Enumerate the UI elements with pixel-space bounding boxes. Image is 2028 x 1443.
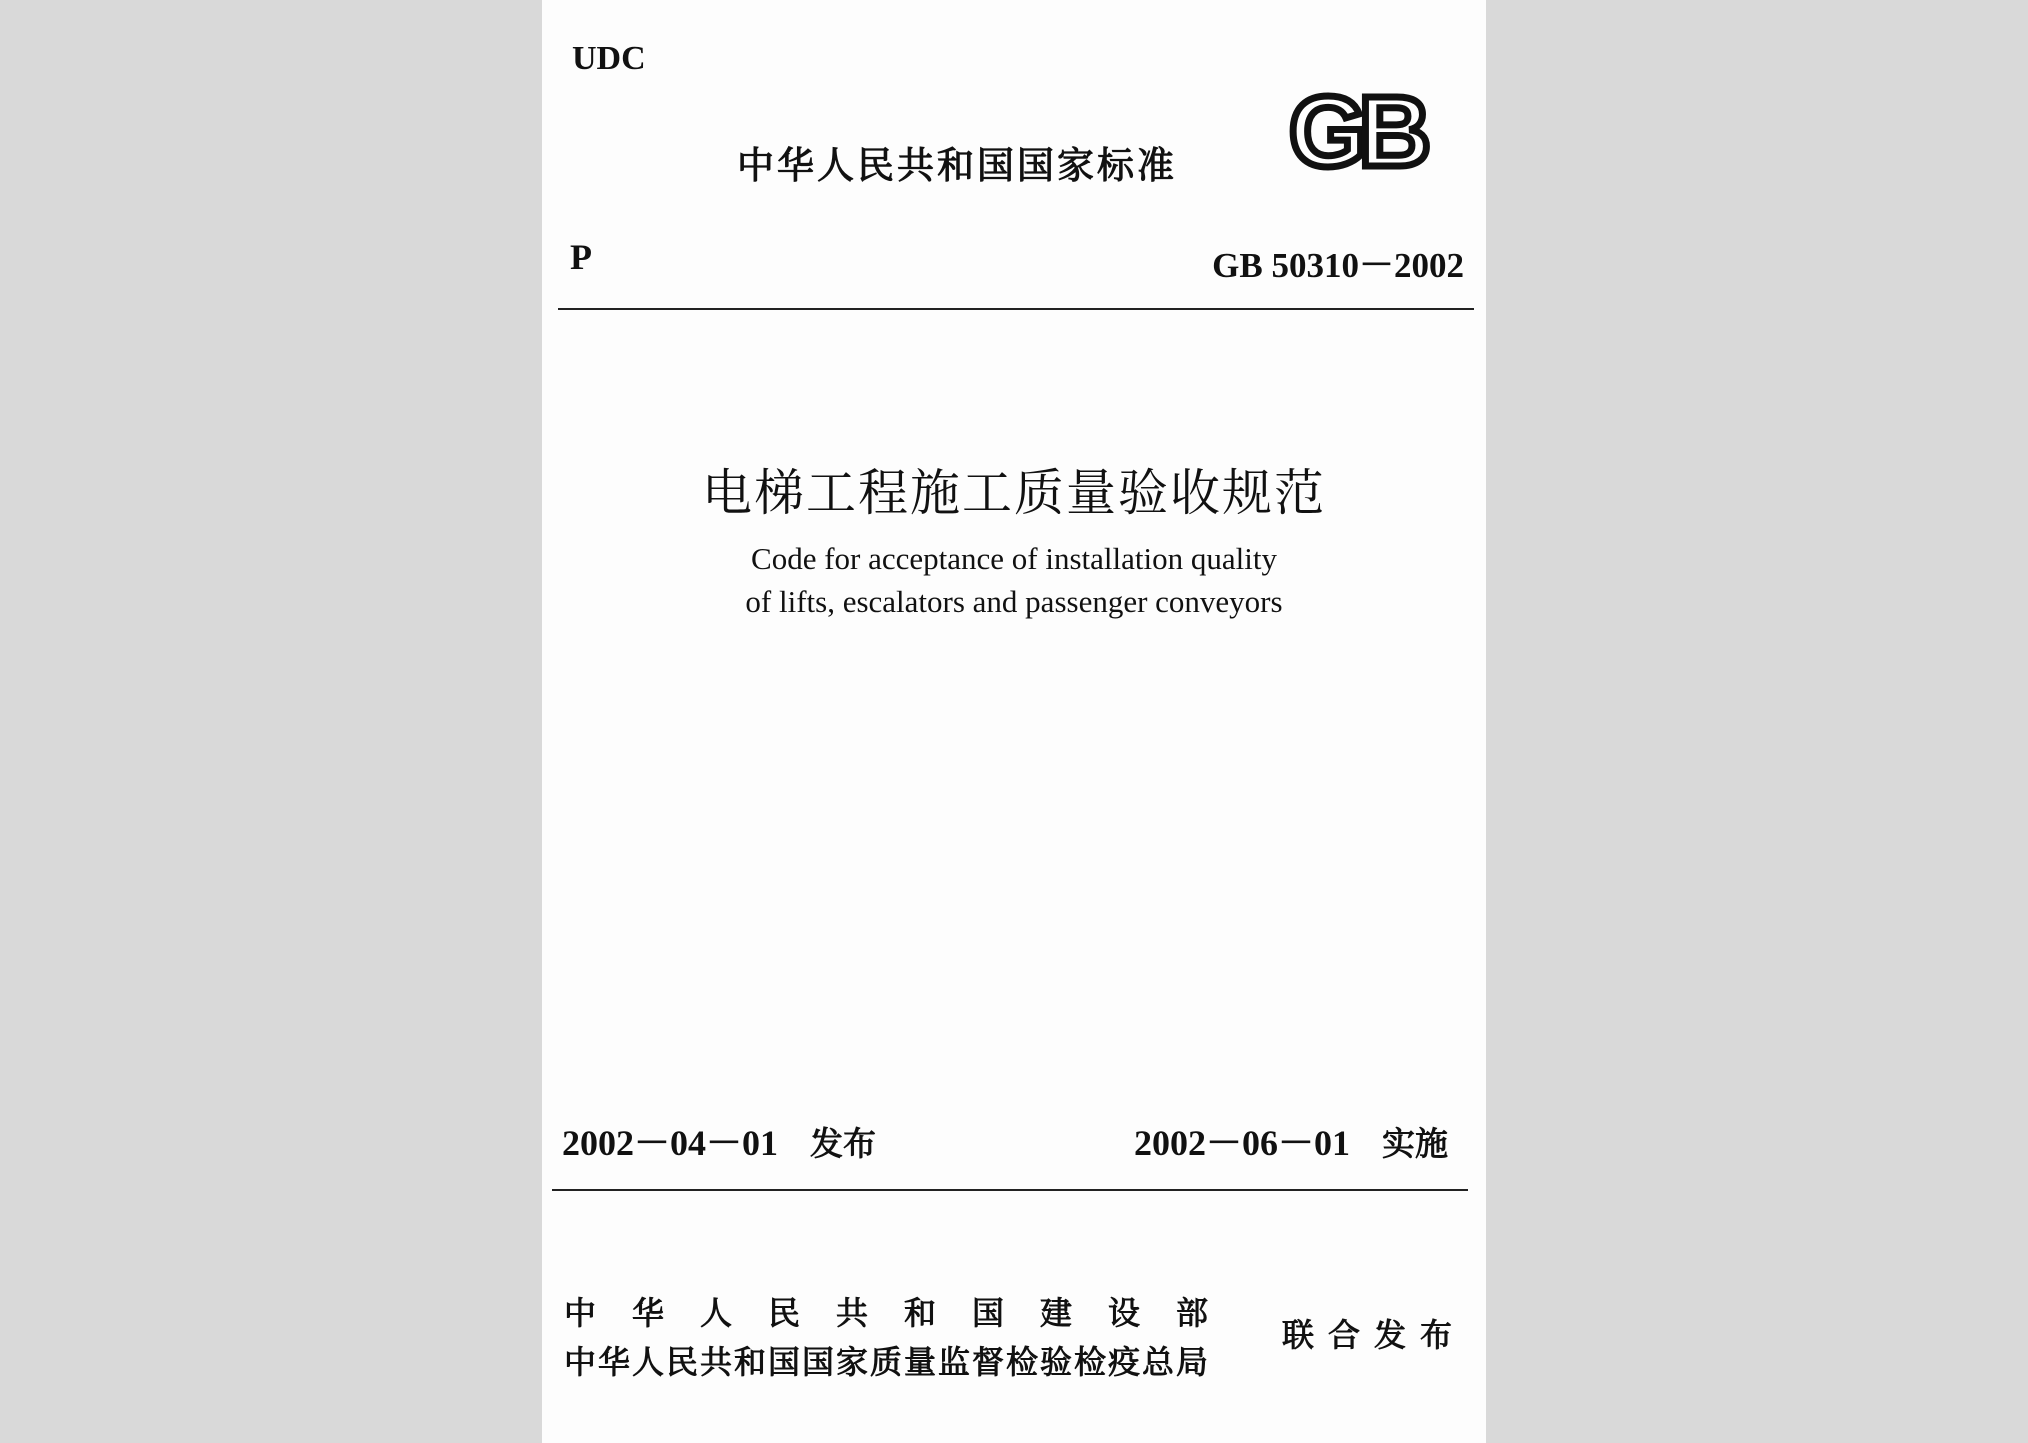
- effective-date-block: [1134, 1115, 1448, 1166]
- issue-date-block: [562, 1115, 876, 1166]
- udc-label: UDC: [572, 40, 646, 77]
- standard-type-heading: 中华人民共和国国家标准: [737, 144, 1177, 187]
- gb-logo-icon: [1285, 84, 1463, 176]
- category-code: P: [570, 237, 592, 277]
- document-cover-page: [542, 0, 1486, 1443]
- standard-number: GB 50310－2002: [1212, 246, 1464, 285]
- logo-text: GB: [1289, 84, 1423, 176]
- header-divider: [558, 308, 1474, 310]
- issue-label: 发布: [810, 1124, 877, 1163]
- effective-label: 实施: [1382, 1124, 1449, 1163]
- title-chinese: 电梯工程施工质量验收规范: [702, 464, 1326, 522]
- issuer-aqsiq: 中华人民共和国国家质量监督检验检疫总局: [564, 1343, 1211, 1381]
- title-english-line-1: Code for acceptance of installation quality: [751, 541, 1277, 576]
- issuer-ministry: 中华人民共和国建设部: [564, 1294, 1245, 1332]
- title-english-line-2: of lifts, escalators and passenger conveyors: [745, 584, 1283, 619]
- footer-divider: [552, 1189, 1468, 1191]
- effective-date: 2002－06－01: [1134, 1123, 1351, 1163]
- issue-date: 2002－04－01: [562, 1123, 779, 1163]
- joint-issue-label: 联合发布: [1282, 1316, 1467, 1354]
